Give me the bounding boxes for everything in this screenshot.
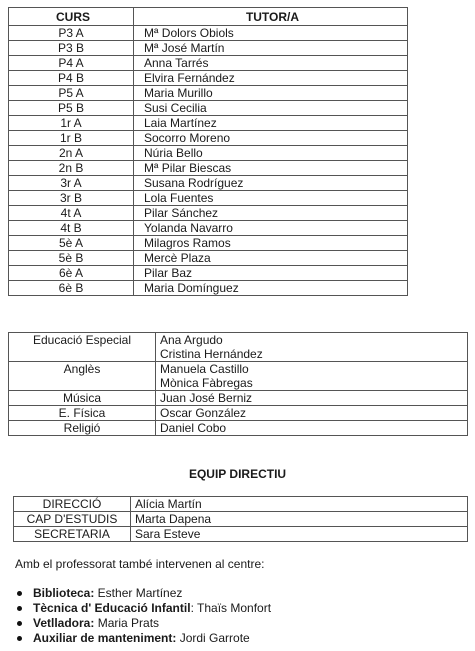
- table-row: [9, 406, 468, 421]
- course-cell: 3r A: [9, 176, 134, 191]
- tutor-cell: Anna Tarrés: [134, 56, 408, 71]
- teacher-name: Manuela Castillo: [160, 362, 249, 376]
- name-cell: Marta Dapena: [131, 512, 468, 527]
- tutor-cell: Socorro Moreno: [134, 131, 408, 146]
- table-row: [9, 221, 408, 236]
- staff-name: Jordi Garrote: [176, 631, 250, 645]
- table-row: [14, 527, 468, 542]
- bullet-icon: [17, 591, 22, 596]
- course-cell: P5 B: [9, 101, 134, 116]
- tutor-cell: Maria Murillo: [134, 86, 408, 101]
- table-row: [9, 176, 408, 191]
- course-cell: 1r B: [9, 131, 134, 146]
- table-row: [9, 41, 408, 56]
- table-row: [9, 71, 408, 86]
- tutor-cell: Pilar Sánchez: [134, 206, 408, 221]
- name-cell: Alícia Martín: [131, 497, 468, 512]
- course-cell: P5 A: [9, 86, 134, 101]
- area-cell: Anglès: [9, 362, 156, 391]
- table-row: [9, 116, 408, 131]
- teacher-name: Oscar González: [160, 406, 247, 420]
- table-row: [9, 56, 408, 71]
- course-cell: P4 B: [9, 71, 134, 86]
- bullet-icon: [17, 621, 22, 626]
- course-cell: P3 B: [9, 41, 134, 56]
- staff-role: Tècnica d' Educació Infantil: [33, 601, 191, 615]
- course-cell: 3r B: [9, 191, 134, 206]
- teacher-cell: [156, 333, 468, 362]
- table-row: [9, 251, 408, 266]
- role-cell: CAP D'ESTUDIS: [14, 512, 131, 527]
- staff-name: Esther Martínez: [94, 586, 183, 600]
- table-row: [9, 362, 468, 391]
- course-cell: P4 A: [9, 56, 134, 71]
- course-cell: 4t A: [9, 206, 134, 221]
- bullet-icon: [17, 636, 22, 641]
- area-cell: Religió: [9, 421, 156, 436]
- table-row: [9, 391, 468, 406]
- staff-role: Vetlladora:: [33, 616, 95, 630]
- tutor-cell: Susi Cecilia: [134, 101, 408, 116]
- tutor-cell: Maria Domínguez: [134, 281, 408, 296]
- table-row: [9, 266, 408, 281]
- course-cell: P3 A: [9, 26, 134, 41]
- course-cell: 2n B: [9, 161, 134, 176]
- course-cell: 6è A: [9, 266, 134, 281]
- course-header: CURS: [9, 8, 134, 26]
- course-cell: 4t B: [9, 221, 134, 236]
- management-table: [13, 496, 468, 542]
- bullet-icon: [17, 606, 22, 611]
- tutor-cell: Mercè Plaza: [134, 251, 408, 266]
- course-cell: 6è B: [9, 281, 134, 296]
- table-row: [9, 333, 468, 362]
- teacher-cell: [156, 391, 468, 406]
- table-row: [9, 206, 408, 221]
- management-title: EQUIP DIRECTIU: [188, 467, 287, 481]
- teacher-cell: [156, 406, 468, 421]
- tutors-table: [8, 7, 408, 296]
- course-cell: 1r A: [9, 116, 134, 131]
- list-item: [15, 601, 271, 616]
- tutor-header: TUTOR/A: [134, 8, 408, 26]
- list-item: [15, 631, 271, 646]
- tutor-cell: Pilar Baz: [134, 266, 408, 281]
- staff-role: Biblioteca:: [33, 586, 95, 600]
- tutor-cell: Milagros Ramos: [134, 236, 408, 251]
- table-row: [9, 26, 408, 41]
- course-cell: 5è B: [9, 251, 134, 266]
- tutor-cell: Elvira Fernández: [134, 71, 408, 86]
- table-row: [9, 146, 408, 161]
- other-staff-intro: Amb el professorat també intervenen al centre:: [15, 557, 265, 571]
- list-item: [15, 616, 271, 631]
- table-row: [9, 421, 468, 436]
- area-cell: E. Física: [9, 406, 156, 421]
- other-staff-list: [15, 586, 271, 646]
- name-cell: Sara Esteve: [131, 527, 468, 542]
- specialists-table: [8, 332, 468, 436]
- teacher-name: Juan José Berniz: [160, 391, 253, 405]
- teacher-name: Daniel Cobo: [160, 421, 227, 435]
- tutor-cell: Susana Rodríguez: [134, 176, 408, 191]
- staff-name: : Thaïs Monfort: [190, 601, 272, 615]
- list-item: [15, 586, 271, 601]
- table-row: [9, 131, 408, 146]
- table-row: [9, 161, 408, 176]
- role-cell: DIRECCIÓ: [14, 497, 131, 512]
- course-cell: 2n A: [9, 146, 134, 161]
- staff-name: Maria Prats: [94, 616, 160, 630]
- teacher-name: Cristina Hernández: [160, 347, 263, 361]
- tutor-cell: Yolanda Navarro: [134, 221, 408, 236]
- tutor-cell: Mª Pilar Biescas: [134, 161, 408, 176]
- table-row: [14, 512, 468, 527]
- table-row: [9, 236, 408, 251]
- staff-role: Auxiliar de manteniment:: [33, 631, 177, 645]
- table-row: [9, 191, 408, 206]
- tutor-cell: Mª Dolors Obiols: [134, 26, 408, 41]
- tutor-cell: Laia Martínez: [134, 116, 408, 131]
- tutors-header-row: [9, 8, 408, 26]
- area-cell: Educació Especial: [9, 333, 156, 362]
- tutor-cell: Mª José Martín: [134, 41, 408, 56]
- course-cell: 5è A: [9, 236, 134, 251]
- table-row: [9, 86, 408, 101]
- table-row: [9, 101, 408, 116]
- tutor-cell: Lola Fuentes: [134, 191, 408, 206]
- table-row: [9, 281, 408, 296]
- teacher-cell: [156, 362, 468, 391]
- area-cell: Música: [9, 391, 156, 406]
- teacher-name: Ana Argudo: [160, 333, 223, 347]
- table-row: [14, 497, 468, 512]
- role-cell: SECRETARIA: [14, 527, 131, 542]
- tutor-cell: Núria Bello: [134, 146, 408, 161]
- teacher-cell: [156, 421, 468, 436]
- teacher-name: Mònica Fàbregas: [160, 376, 253, 390]
